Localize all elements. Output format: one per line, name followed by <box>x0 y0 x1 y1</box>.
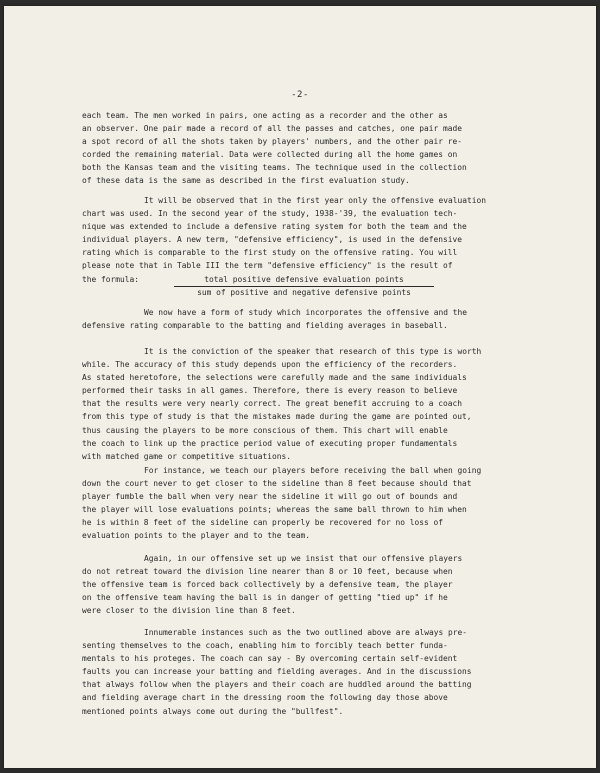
text-line: It will be observed that in the first year only the offensive evaluation <box>144 196 487 205</box>
text-line: the coach to link up the practice period value of executing proper fundamentals <box>82 438 458 448</box>
text-line: an observer. One pair made a record of all the passes and catches, one pair made <box>82 124 463 134</box>
text-line: chart was used. In the second year of the study, 1938-'39, the evaluation tech- <box>82 209 458 219</box>
text-line: of these data is the same as described in the first evaluation study. <box>82 176 410 186</box>
text-line: both the Kansas team and the visiting teams. The technique used in the collection <box>82 163 467 173</box>
text-line: As stated heretofore, the selections were carefully made and the same individuals <box>82 373 467 383</box>
text-line: nique was extended to include a defensive rating system for both the team and the <box>82 222 467 232</box>
text-line: individual players. A new term, "defensive efficiency", is used in the defensive <box>82 235 463 245</box>
text-line: Innumerable instances such as the two outlined above are always pre- <box>144 628 468 637</box>
paragraph-2 <box>82 194 522 286</box>
defensive-efficiency-formula <box>174 274 434 299</box>
text-line: evaluation points to the player and to the team. <box>82 531 311 541</box>
text-line: down the court never to get closer to the sideline than 8 feet because should that <box>82 479 472 489</box>
page-number: -2- <box>291 90 309 100</box>
paragraph-3 <box>82 306 522 332</box>
text-line: We now have a form of study which incorporates the offensive and the <box>144 308 468 317</box>
paragraph-5 <box>82 464 522 543</box>
text-line: do not retreat toward the division line nearer than 8 or 10 feet, because when <box>82 567 453 577</box>
text-line: the offensive team is forced back collectively by a defensive team, the player <box>82 580 453 590</box>
paragraph-1 <box>82 109 522 188</box>
text-line: a spot record of all the shots taken by players' numbers, and the other pair re- <box>82 137 463 147</box>
text-line: defensive rating comparable to the batting and fielding averages in baseball. <box>82 321 448 331</box>
document-page <box>4 6 596 768</box>
text-line: that always follow when the players and their coach are huddled around the batting <box>82 680 472 690</box>
text-line: Again, in our offensive set up we insist that our offensive players <box>144 554 463 563</box>
text-line: mentals to his proteges. The coach can say - By overcoming certain self-evident <box>82 654 458 664</box>
formula-numerator: total positive defensive evaluation points <box>174 274 434 287</box>
paragraph-4 <box>82 345 522 463</box>
text-line: faults you can increase your batting and fielding averages. And in the discussions <box>82 667 472 677</box>
text-line: the formula: <box>82 274 140 284</box>
text-line: he is within 8 feet of the sideline can properly be recovered for no loss of <box>82 518 444 528</box>
text-line: on the offensive team having the ball is in danger of getting "tied up" if he <box>82 593 448 603</box>
text-line: the player will lose evaluations points; whereas the same ball thrown to him when <box>82 505 467 515</box>
text-line: mentioned points always come out during the "bullfest". <box>82 706 344 716</box>
text-line: performed their tasks in all games. Therefore, there is every reason to believe <box>82 386 458 396</box>
paragraph-6 <box>82 552 522 617</box>
formula-denominator: sum of positive and negative defensive points <box>197 288 411 297</box>
text-line: For instance, we teach our players before receiving the ball when going <box>144 466 482 475</box>
text-line: from this type of study is that the mistakes made during the game are pointed out, <box>82 412 472 422</box>
text-line: rating which is comparable to the first study on the offensive rating. You will <box>82 248 458 258</box>
text-line: each team. The men worked in pairs, one acting as a recorder and the other as <box>82 111 448 120</box>
text-line: please note that in Table III the term "defensive efficiency" is the result of <box>82 261 453 271</box>
text-line: senting themselves to the coach, enabling him to forcibly teach better funda- <box>82 641 448 651</box>
text-line: player fumble the ball when very near the sideline it will go out of bounds and <box>82 492 458 502</box>
text-line: and fielding average chart in the dressing room the following day those above <box>82 693 448 703</box>
text-line: that the results were very nearly correct. The great benefit accruing to a coach <box>82 399 463 409</box>
paragraph-7 <box>82 626 522 718</box>
text-line: were closer to the division line than 8 feet. <box>82 606 296 616</box>
text-line: corded the remaining material. Data were collected during all the home games on <box>82 150 458 160</box>
text-line: It is the conviction of the speaker that research of this type is worth <box>144 347 482 356</box>
text-line: while. The accuracy of this study depends upon the efficiency of the recorders. <box>82 360 458 370</box>
text-line: thus causing the players to be more conscious of them. This chart will enable <box>82 425 448 435</box>
text-line: with matched game or competitive situations. <box>82 451 292 461</box>
